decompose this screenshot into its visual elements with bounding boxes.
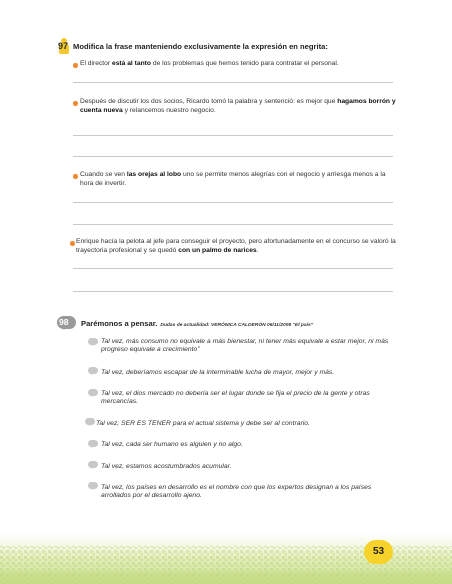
speech-bubble-icon xyxy=(88,367,98,374)
answer-line[interactable] xyxy=(73,224,393,225)
exercise-98-source: Dudas de actualidad: VERÓNICA CALDERÓN 06/11/2009 “El país” xyxy=(160,323,314,328)
sentence-item: Cuando se ven las orejas al lobo uno se permite menos alegrías con el negocio y arriesga menos a la hora de invertir. xyxy=(80,171,386,187)
quote-item: Tal vez, los países en desarrollo es el nombre con que los expertos designan a los países arrollados por el desarrollo ajeno. xyxy=(101,484,372,500)
bullet-icon xyxy=(73,63,78,68)
page-number: 53 xyxy=(372,546,385,557)
exercise-97-title: Modifica la frase manteniendo exclusivamente la expresión en negrita: xyxy=(73,42,328,51)
exercise-97-badge xyxy=(58,38,70,55)
speech-bubble-icon xyxy=(88,389,98,396)
speech-bubble-icon xyxy=(88,338,98,345)
exercise-98-title xyxy=(81,319,313,328)
sentence-item: El director está al tanto de los problemas que hemos tenido para contratar el personal. xyxy=(80,60,339,67)
quote-item: Tal vez, deberíamos escapar de la interminable lucha de mayor, mejor y más. xyxy=(101,369,335,376)
sentence-item: Después de discutir los dos socios, Ricardo tomó la palabra y sentenció: es mejor que hagamos borrón y cuenta nueva y relancemos nuestro negocio. xyxy=(80,98,396,114)
exercise-98-badge xyxy=(57,316,76,329)
answer-line[interactable] xyxy=(73,156,393,157)
answer-line[interactable] xyxy=(73,135,393,136)
quote-item: Tal vez, más consumo no equivale a más bienestar, ni tener más equivale a estar mejor, ni más progreso equivale a crecimiento” xyxy=(101,338,389,354)
exercise-number: 98 xyxy=(59,317,69,327)
answer-line[interactable] xyxy=(73,82,393,83)
quote-item: Tal vez, cada ser humano es alguien y no algo. xyxy=(101,441,243,448)
exercise-98-heading: Parémonos a pensar. xyxy=(81,319,158,328)
quote-item: Tal vez, el dios mercado no debería ser el lugar donde se fija el precio de la gente y otras mercancías. xyxy=(101,390,370,406)
answer-line[interactable] xyxy=(73,202,393,203)
quote-item: Tal vez, SER ES TENER para el actual sistema y debe ser al contrario. xyxy=(96,420,310,427)
answer-line[interactable] xyxy=(73,268,393,269)
speech-bubble-icon xyxy=(88,440,98,447)
bullet-icon xyxy=(70,241,75,246)
speech-bubble-icon xyxy=(85,418,95,425)
speech-bubble-icon xyxy=(88,482,98,489)
sentence-item: Enrique hacía la pelota al jefe para conseguir el proyecto, pero afortunadamente en el concurso se valoró la trayectoria profesional y se quedó con un palmo de narices. xyxy=(76,238,396,254)
bullet-icon xyxy=(73,174,78,179)
page-number-badge xyxy=(364,540,393,564)
speech-bubble-icon xyxy=(88,461,98,468)
exercise-number: 97 xyxy=(58,41,69,51)
answer-line[interactable] xyxy=(73,291,393,292)
quote-item: Tal vez, estamos acostumbrados acumular. xyxy=(101,463,232,470)
bullet-icon xyxy=(73,101,78,106)
